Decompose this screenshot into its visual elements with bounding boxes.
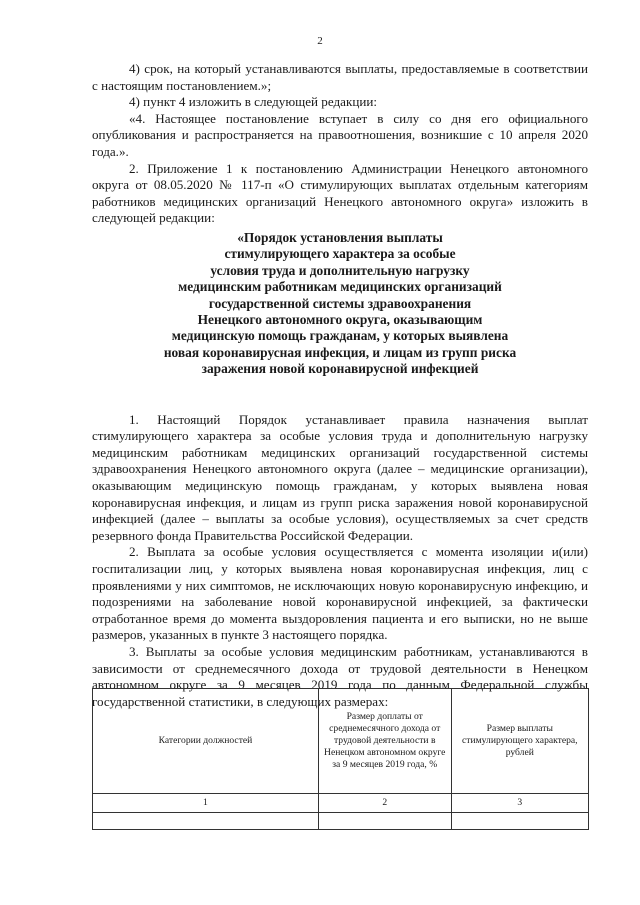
page-number: 2 — [317, 35, 323, 47]
heading-line: условия труда и дополнительную нагрузку — [210, 262, 470, 278]
column-number: 1 — [93, 794, 319, 813]
table-header-row — [93, 689, 589, 794]
order-heading — [92, 230, 588, 378]
payment-table — [92, 688, 589, 830]
paragraph-clause-3: 3. Выплаты за особые условия медицинским работникам, устанавливаются в зависимости от среднемесячного дохода от трудовой деятельности в Ненецком автономном округе за 9 месяцев 2019 года по данным Федеральной службы государственной статистики, в следующих размерах: — [92, 643, 588, 709]
table-cell-empty — [318, 813, 451, 830]
paragraph-term: 4) срок, на который устанавливаются выплаты, предоставляемые в соответствии с настоящим постановлением.»; — [92, 61, 588, 93]
paragraph-clause-1: 1. Настоящий Порядок устанавливает правила назначения выплат стимулирующего характера за особые условия труда и дополнительную нагрузку медицинским работникам медицинских организаций государственной системы здравоохранения Ненецкого автономного округа (далее – медицинские организации), оказывающим медицинскую помощь гражданам, у которых выявлена новая коронавирусная инфекция, и лицам из групп риска заражения новой коронавирусной инфекцией (далее – выплаты за особые условия), осуществляемых за счет средств резервного фонда Правительства Российской Федерации. — [92, 411, 588, 543]
paragraph-item-4: 4) пункт 4 изложить в следующей редакции: — [129, 94, 377, 110]
heading-line: государственной системы здравоохранения — [208, 295, 472, 311]
column-number: 2 — [318, 794, 451, 813]
table-cell-empty — [93, 813, 319, 830]
heading-line: новая коронавирусная инфекция, и лицам из групп риска — [163, 344, 517, 360]
paragraph-clause-2: 2. Выплата за особые условия осуществляется с момента изоляции и(или) госпитализации лиц, у которых выявлена новая коронавирусная инфекция, лиц с проявлениями у них симптомов, не исключающих новую коронавирусную инфекцию, и подозрениями на заболевание новой коронавирусной инфекцией, за фактически отработанное время до момента выздоровления пациента и его выписки, но не выше размеров, указанных в пункте 3 настоящего порядка. — [92, 544, 588, 643]
header-surcharge-percent: Размер доплаты от среднемесячного дохода от трудовой деятельности в Ненецком автономном округе за 9 месяцев 2019 года, % — [318, 689, 451, 794]
heading-line: Ненецкого автономного округа, оказывающим — [197, 311, 483, 327]
heading-line: «Порядок установления выплаты — [237, 229, 443, 245]
paragraph-effective-date: «4. Настоящее постановление вступает в силу со дня его официального опубликования и распространяется на правоотношения, возникшие с 10 апреля 2020 года.». — [92, 110, 588, 159]
document-body — [92, 61, 588, 710]
paragraph-appendix: 2. Приложение 1 к постановлению Администрации Ненецкого автономного округа от 08.05.2020 № 117-п «О стимулирующих выплатах отдельным категориям работников медицинских организаций Ненецкого автономного округа» изложить в следующей редакции: — [92, 160, 588, 226]
table-cell-empty — [451, 813, 588, 830]
table-column-number-row — [93, 794, 589, 813]
heading-line: медицинскую помощь гражданам, у которых выявлена — [171, 328, 509, 344]
heading-line: медицинским работникам медицинских организаций — [178, 279, 502, 295]
header-payment-rubles: Размер выплаты стимулирующего характера, рублей — [451, 689, 588, 794]
heading-line: стимулирующего характера за особые — [224, 246, 456, 262]
header-position-categories: Категории должностей — [93, 689, 319, 794]
table-continuation-row — [93, 813, 589, 830]
heading-line: заражения новой коронавирусной инфекцией — [201, 361, 479, 377]
column-number: 3 — [451, 794, 588, 813]
